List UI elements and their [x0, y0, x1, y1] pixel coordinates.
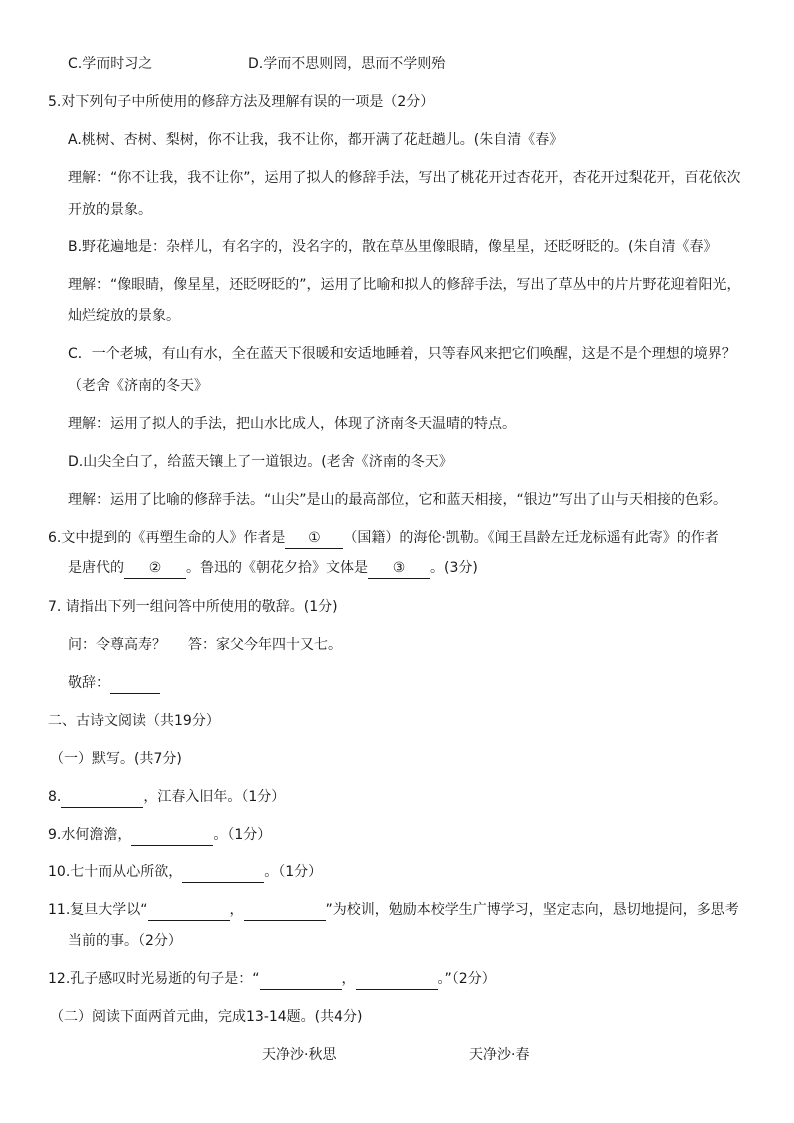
q9-text-after: 。（1分） — [213, 827, 272, 843]
q10-text-before: 10.七十而从心所欲， — [48, 864, 183, 880]
q11-text-after: ”为校训，勉励本校学生广博学习，坚定志向，恳切地提问，多思考 — [325, 902, 739, 918]
q10-blank[interactable] — [182, 862, 264, 883]
poem1-title: 天净沙·秋思 — [262, 1047, 337, 1063]
q12-line — [48, 969, 496, 990]
q5-stem: 5.对下列句子中所使用的修辞方法及理解有误的一项是（2分） — [48, 94, 435, 110]
q7-dialogue — [68, 635, 342, 655]
q9-text-before: 9.水何澹澹， — [48, 827, 132, 843]
part2-title: （二）阅读下面两首元曲，完成13-14题。(共4分) — [50, 1009, 363, 1025]
q5-option-a: A.桃树、杏树、梨树，你不让我，我不让你，都开满了花赶趟儿。(朱自清《春》 — [68, 132, 564, 148]
q5-option-c-source: （老舍《济南的冬天》 — [68, 378, 208, 394]
q10-text-after: 。（1分） — [264, 864, 323, 880]
q6-text-4: 。鲁迅的《朝花夕拾》文体是 — [186, 560, 368, 576]
q7-answer: 答：家父今年四十又七。 — [188, 637, 342, 653]
q6-blank-3[interactable]: ③ — [368, 558, 430, 579]
q10-line — [48, 862, 322, 883]
q6-text-5: 。(3分) — [430, 560, 478, 576]
q11-line2: 当前的事。（2分） — [68, 933, 182, 949]
q7-answer-label: 敬辞： — [68, 675, 110, 691]
q6-line1 — [48, 528, 719, 549]
q11-blank-1[interactable] — [148, 900, 230, 921]
q5-option-c-explain: 理解：运用了拟人的手法，把山水比成人，体现了济南冬天温晴的特点。 — [68, 416, 516, 432]
q9-line — [48, 825, 271, 846]
q6-blank-2[interactable]: ② — [124, 558, 186, 579]
q8-blank[interactable] — [61, 787, 143, 808]
q5-option-a-explain-cont: 开放的景象。 — [68, 202, 152, 218]
q11-line1 — [48, 900, 739, 921]
q11-text-before: 11.复旦大学以“ — [48, 902, 148, 918]
section2-part1-title: （一）默写。(共7分) — [50, 751, 182, 767]
q8-text: ，江春入旧年。（1分） — [143, 789, 286, 805]
q6-text-1: 6.文中提到的《再塑生命的人》作者是 — [48, 530, 286, 546]
q6-blank-1[interactable]: ① — [285, 528, 343, 549]
q4-option-d: D.学而不思则罔，思而不学则殆 — [248, 56, 446, 72]
q6-line2 — [68, 558, 478, 579]
q11-comma: ， — [229, 902, 244, 918]
q8-line — [48, 787, 285, 808]
q5-option-d-explain: 理解：运用了比喻的修辞手法。“山尖”是山的最高部位，它和蓝天相接，“银边”写出了山与天相接的色彩。 — [68, 492, 728, 508]
q12-comma: ， — [341, 971, 356, 987]
q5-option-b: B.野花遍地是：杂样儿，有名字的，没名字的，散在草丛里像眼睛，像星星，还眨呀眨的。(朱自清《春》 — [68, 239, 718, 255]
q9-blank[interactable] — [131, 825, 213, 846]
q12-text-before: 12.孔子感叹时光易逝的句子是：“ — [48, 971, 260, 987]
q5-option-c: C．一个老城，有山有水，全在蓝天下很暖和安适地睡着，只等春风来把它们唤醒，这是不是个理想的境界？ — [68, 346, 736, 362]
q6-text-3: 是唐代的 — [68, 560, 124, 576]
q5-option-d: D.山尖全白了，给蓝天镶上了一道银边。(老舍《济南的冬天》 — [68, 454, 453, 470]
q4-option-c: C.学而时习之 — [68, 56, 153, 72]
q5-option-b-explain-cont: 灿烂绽放的景象。 — [68, 308, 180, 324]
q7-stem: 7. 请指出下列一组问答中所使用的敬辞。(1分) — [48, 599, 338, 615]
q6-text-2: （国籍）的海伦·凯勒。《闻王昌龄左迁龙标遥有此寄》的作者 — [343, 530, 719, 546]
q5-option-b-explain: 理解：“像眼睛，像星星，还眨呀眨的”，运用了比喻和拟人的修辞手法，写出了草丛中的片片野花迎着阳光， — [68, 277, 741, 293]
q12-blank-2[interactable] — [356, 969, 438, 990]
q8-number: 8. — [48, 789, 62, 805]
poem2-title: 天净沙·春 — [469, 1047, 530, 1063]
q7-question: 问：令尊高寿？ — [68, 637, 166, 653]
q7-answer-blank[interactable] — [110, 673, 160, 694]
section2-title: 二、古诗文阅读（共19分） — [48, 713, 220, 729]
q7-answer-line — [68, 673, 160, 694]
q11-blank-2[interactable] — [244, 900, 326, 921]
q5-option-a-explain: 理解：“你不让我，我不让你”，运用了拟人的修辞手法，写出了桃花开过杏花开，杏花开过梨花开，百花依次 — [68, 170, 741, 186]
q12-blank-1[interactable] — [260, 969, 342, 990]
q12-text-after: 。”（2分） — [437, 971, 496, 987]
